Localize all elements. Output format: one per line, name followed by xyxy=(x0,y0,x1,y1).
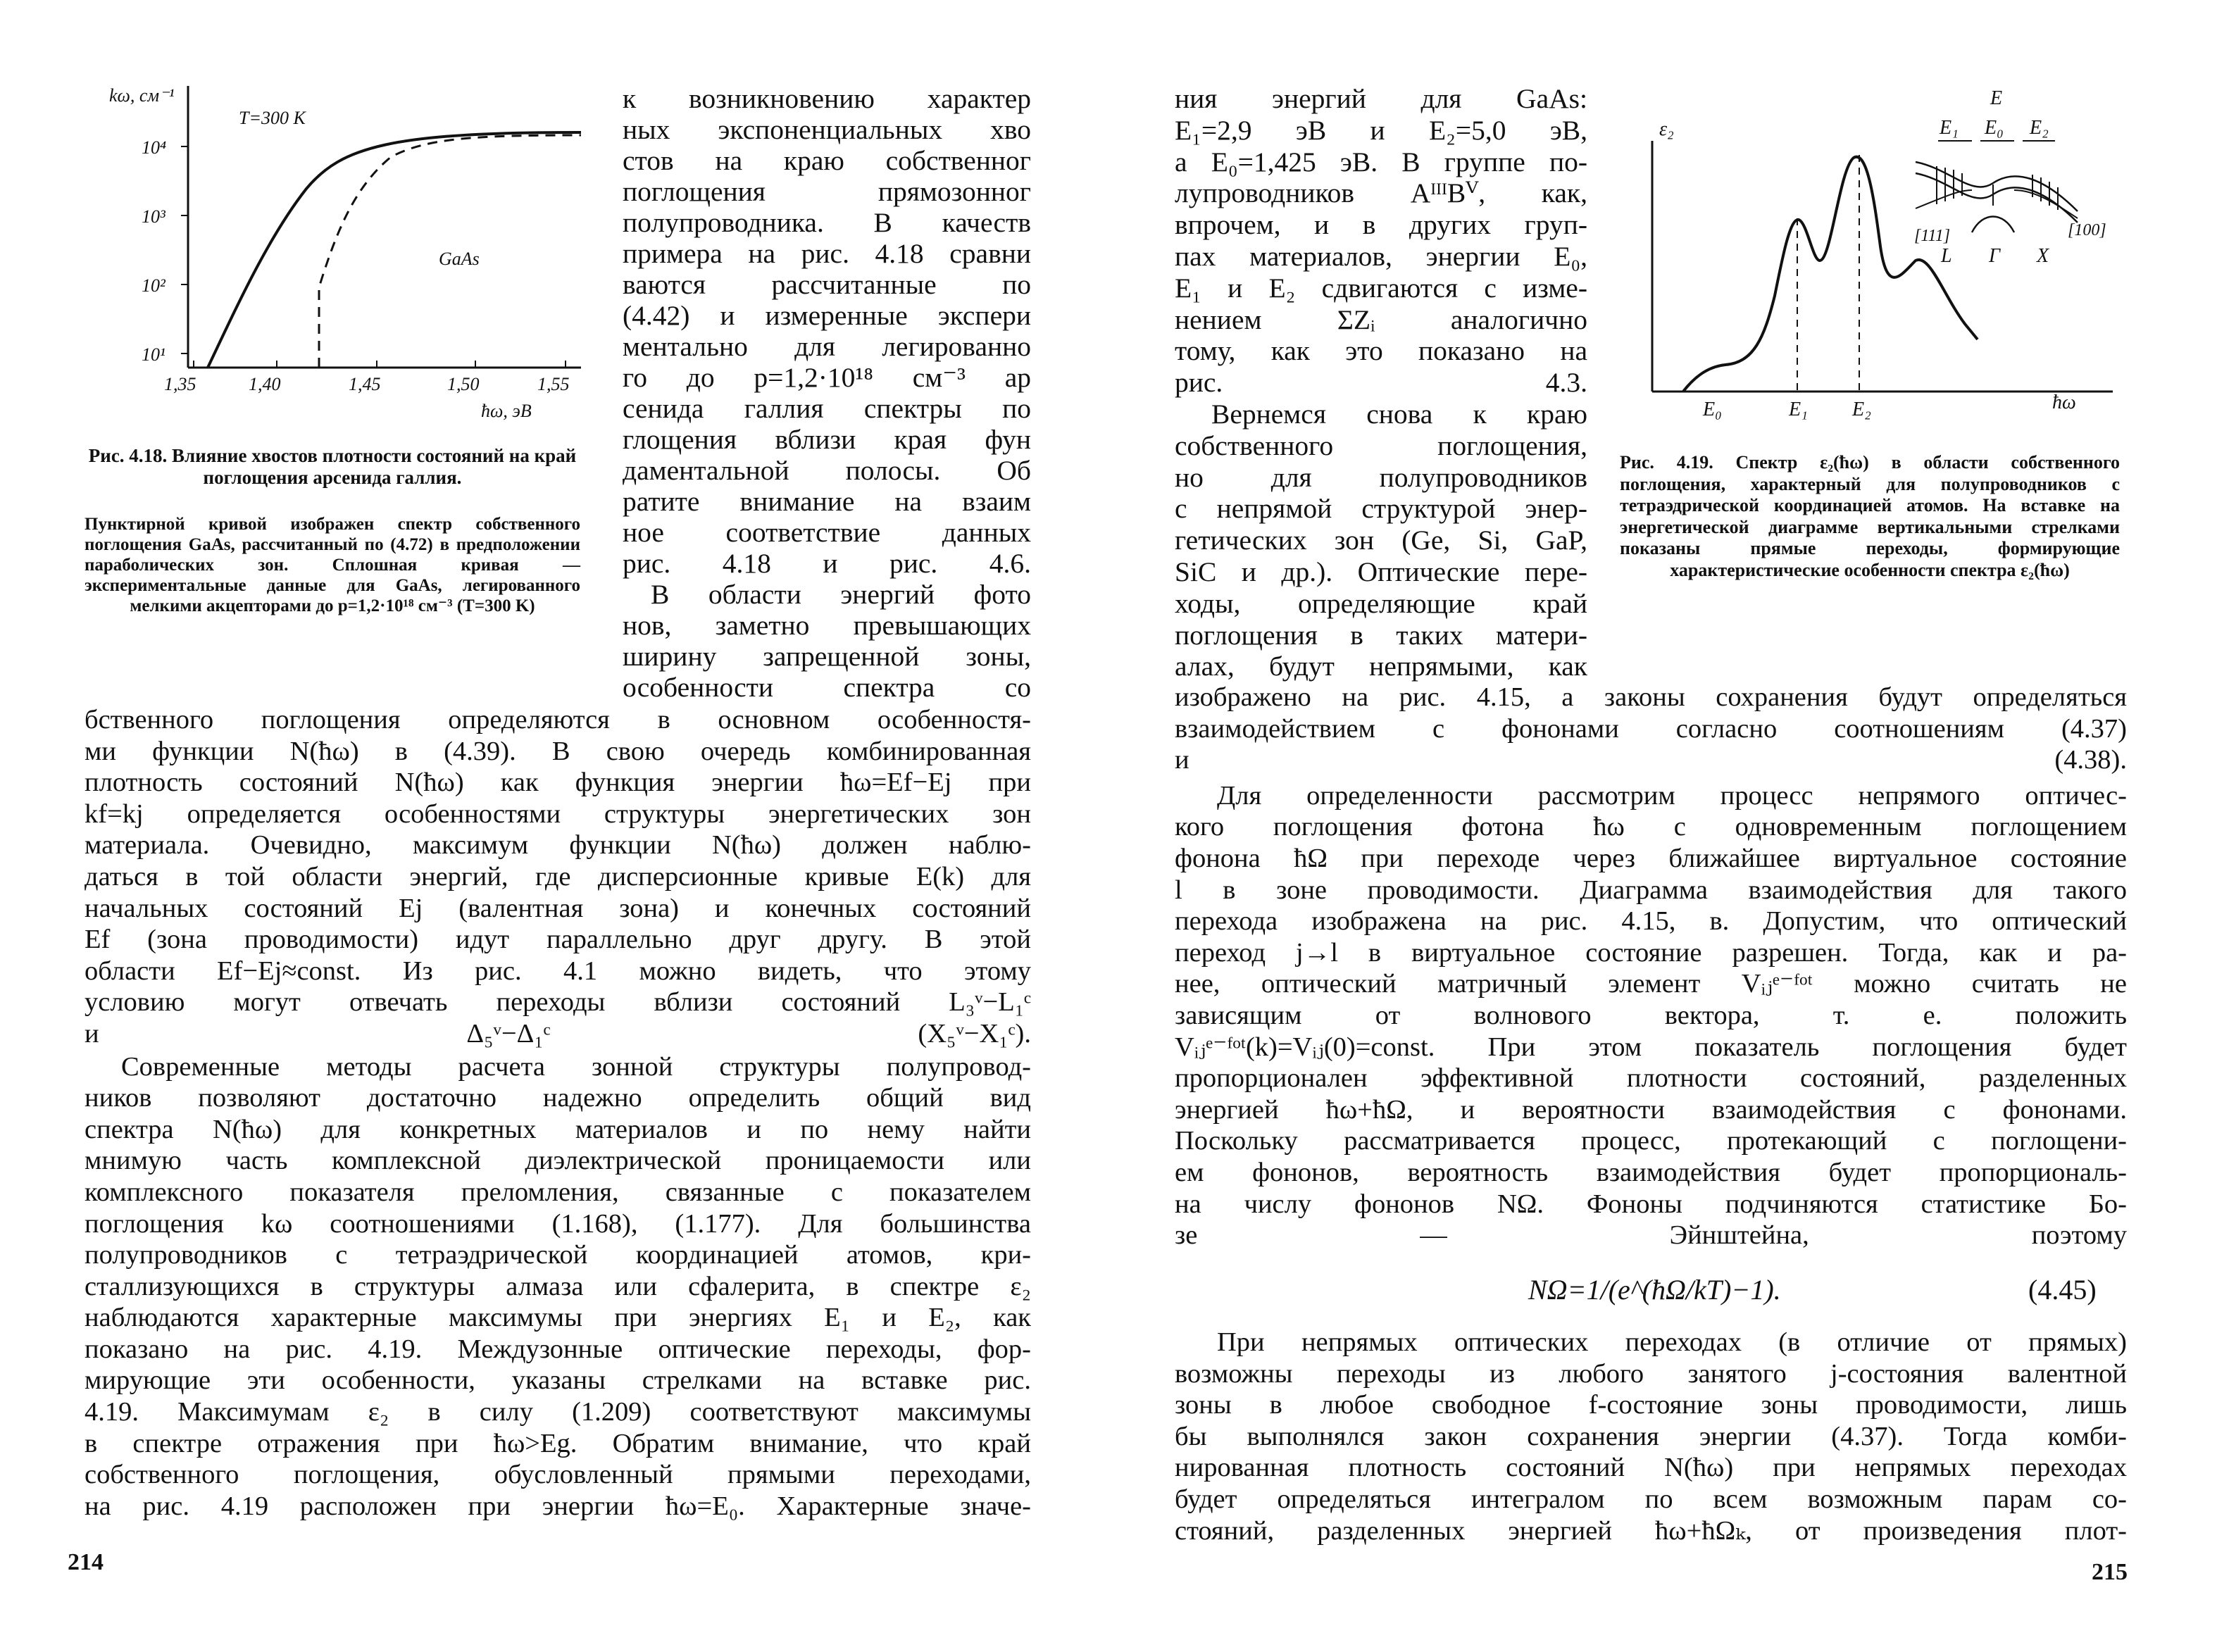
text-line: тому, как это показано на xyxy=(1175,335,1587,367)
text-line: ных экспоненциальных хво xyxy=(623,114,1031,145)
text-line: го до p=1,2·10¹⁸ см⁻³ ар xyxy=(623,362,1031,393)
text-line: E₁ и E₂ сдвигаются с изме- xyxy=(1175,272,1587,304)
text-line: комплексного показателя преломления, связанные с показателем xyxy=(85,1177,1031,1207)
text-line: поглощения в таких матери- xyxy=(1175,619,1587,651)
inset-point-label: L xyxy=(1941,245,1952,267)
text-line: Vᵢⱼᵉ⁻ᶠᵒᵗ(k)=Vᵢⱼ(0)=const. При этом показатель поглощения будет xyxy=(1175,1032,2127,1062)
equation-4-45: NΩ=1/(e^(ħΩ/kT)−1). xyxy=(1528,1274,1781,1306)
text-line: нированная плотность состояний N(ħω) при непрямых переходах xyxy=(1175,1453,2127,1483)
right-bottom-text xyxy=(1175,1327,2127,1546)
text-line: мнимую часть комплексной диэлектрической проницаемости или xyxy=(85,1146,1031,1176)
text-line: пропорционален эффективной плотности состояний, разделенных xyxy=(1175,1063,2127,1094)
text-line: нов, заметно превышающих xyxy=(623,610,1031,641)
text-line: зависящим от волнового вектора, т. е. положить xyxy=(1175,1000,2127,1030)
y-axis-label: kω, см⁻¹ xyxy=(109,85,175,106)
y-axis-label: ε₂ xyxy=(1659,118,1674,140)
text-line: kf=kj определяется особенностями структуры энергетических зон xyxy=(85,799,1031,829)
right-full-width-text xyxy=(1175,682,2127,1251)
figure-4-18-caption-body: Пунктирной кривой изображен спектр собственного поглощения GaAs, рассчитанный по (4.72) в предположении параболических зон. Сплошная кривая — экспериментальные данные для GaAs, легированного мелкими акцепторами до p=1,2·10¹⁸ см⁻³ (T=300 K) xyxy=(85,515,580,615)
text-line: условию могут отвечать переходы вблизи состояний L₃ᵛ−L₁ᶜ xyxy=(85,987,1031,1018)
right-narrow-column xyxy=(1175,83,1587,682)
x-tick-label: E₂ xyxy=(1852,399,1871,420)
y-tick-label: 10⁴ xyxy=(142,137,167,158)
paragraph xyxy=(85,704,1031,1050)
narrow-column-text xyxy=(1175,83,1587,682)
text-line: нением ΣZᵢ аналогично xyxy=(1175,304,1587,335)
left-full-width-text xyxy=(85,704,1031,1522)
text-line: рис. 4.3. xyxy=(1175,367,1587,399)
text-line: ем фононов, вероятность взаимодействия будет пропорциональ- xyxy=(1175,1157,2127,1187)
paragraph xyxy=(1175,682,2127,776)
text-line: зоны в любое свободное f-состояние зоны проводимости, лишь xyxy=(1175,1390,2127,1420)
inset-direction-label: [111] xyxy=(1914,227,1951,245)
paragraph xyxy=(1175,780,2127,1251)
text-line: показано на рис. 4.19. Междузонные оптические переходы, фор- xyxy=(85,1334,1031,1364)
text-line: материала. Очевидно, максимум функции N(ħω) должен наблю- xyxy=(85,830,1031,861)
text-line: При непрямых оптических переходах (в отличие от прямых) xyxy=(1217,1327,2127,1357)
text-line: кого поглощения фотона ħω с одновременным поглощением xyxy=(1175,812,2127,842)
inset-transition-label: E₀ xyxy=(1985,117,2004,139)
narrow-column-text xyxy=(623,83,1031,703)
text-line: но для полупроводников xyxy=(1175,461,1587,493)
text-line: и (4.38). xyxy=(1175,745,2127,775)
page-number-left: 214 xyxy=(68,1549,104,1575)
text-line: собственного поглощения, обусловленный прямыми переходами, xyxy=(85,1460,1031,1490)
text-line: В области энергий фото xyxy=(651,579,1031,610)
text-line: на числу фононов NΩ. Фононы подчиняются статистике Бо- xyxy=(1175,1189,2127,1219)
text-line: Поскольку рассматривается процесс, протекающий с поглощени- xyxy=(1175,1126,2127,1156)
x-tick-label: 1,35 xyxy=(164,374,196,394)
text-line: будет определяться интегралом по всем возможным парам со- xyxy=(1175,1484,2127,1514)
text-line: стов на краю собственног xyxy=(623,145,1031,176)
inset-transition-label: E₂ xyxy=(2030,117,2049,139)
text-line: полупроводников с тетраэдрической координацией атомов, кри- xyxy=(85,1240,1031,1270)
text-line: мирующие эти особенности, указаны стрелками на вставке рис. xyxy=(85,1365,1031,1396)
text-line: поглощения прямозонног xyxy=(623,176,1031,207)
figure-4-18 xyxy=(95,76,588,435)
text-line: возможны переходы из любого занятого j-состояния валентной xyxy=(1175,1358,2127,1389)
inset-direction-label: [100] xyxy=(2068,221,2106,239)
text-line: собственного поглощения, xyxy=(1175,430,1587,461)
text-line: SiC и др.). Оптические пере- xyxy=(1175,556,1587,587)
temperature-label: T=300 K xyxy=(239,108,306,128)
text-line: Для определенности рассмотрим процесс непрямого оптичес- xyxy=(1217,780,2127,811)
text-line: с непрямой структурой энер- xyxy=(1175,493,1587,525)
text-line: наблюдаются характерные максимумы при энергиях E₁ и E₂, как xyxy=(85,1303,1031,1333)
page-number-right: 215 xyxy=(2092,1559,2128,1585)
text-line: бы выполнялся закон сохранения энергии (4.37). Тогда комби- xyxy=(1175,1421,2127,1451)
material-label: GaAs xyxy=(439,249,480,269)
x-tick-label: E₀ xyxy=(1703,399,1722,420)
text-line: глощения вблизи края фун xyxy=(623,424,1031,455)
text-line: особенности спектра со xyxy=(623,672,1031,703)
x-tick-label: 1,45 xyxy=(349,374,381,394)
text-line: плотность состояний N(ħω) как функция энергии ħω=Ef−Ej при xyxy=(85,768,1031,798)
inset-point-label: Г xyxy=(1989,245,2000,267)
text-line: энергией ħω+ħΩ, и вероятности взаимодействия с фононами. xyxy=(1175,1094,2127,1125)
figure-4-19-caption: Рис. 4.19. Спектр ε₂(ħω) в области собственного поглощения, характерный для полупроводников с тетраэдрической координацией атомов. На вставке на энергетической диаграмме вертикальными стрелками показаны прямые переходы, формирующие характеристические особенности спектра ε₂(ħω) xyxy=(1620,452,2120,580)
x-axis-label: ħω, эВ xyxy=(481,401,532,421)
text-line: 4.19. Максимумам ε₂ в силу (1.209) соответствуют максимумы xyxy=(85,1397,1031,1427)
y-tick-label: 10² xyxy=(142,275,166,296)
x-tick-label: 1,55 xyxy=(537,374,570,394)
experimental-curve xyxy=(208,132,581,368)
x-tick-label: E₁ xyxy=(1789,399,1808,420)
text-line: зе — Эйнштейна, поэтому xyxy=(1175,1220,2127,1251)
text-line: ное соответствие данных xyxy=(623,517,1031,548)
text-line: ширину запрещенной зоны, xyxy=(623,641,1031,672)
inset-point-label: X xyxy=(2037,245,2049,267)
equation-number: (4.45) xyxy=(2028,1274,2097,1306)
text-line: примера на рис. 4.18 сравни xyxy=(623,238,1031,269)
paragraph xyxy=(85,1051,1031,1522)
text-line: изображено на рис. 4.15, а законы сохранения будут определяться xyxy=(1175,682,2127,712)
text-line: и Δ₅ᵛ−Δ₁ᶜ (X₅ᵛ−X₁ᶜ). xyxy=(85,1018,1031,1049)
text-line: на рис. 4.19 расположен при энергии ħω=E₀. Характерные значе- xyxy=(85,1491,1031,1521)
text-line: пах материалов, энергии E₀, xyxy=(1175,240,1587,272)
text-line: E₁=2,9 эВ и E₂=5,0 эВ, xyxy=(1175,114,1587,146)
text-line: ми функции N(ħω) в (4.39). В свою очередь комбинированная xyxy=(85,736,1031,766)
text-line: ратите внимание на взаим xyxy=(623,486,1031,517)
text-line: Вернемся снова к краю xyxy=(1211,398,1587,430)
text-line: l в зоне проводимости. Диаграмма взаимодействия для такого xyxy=(1175,875,2127,905)
left-narrow-column xyxy=(623,83,1031,703)
text-line: переход j→l в виртуальное состояние разрешен. Тогда, как и ра- xyxy=(1175,937,2127,968)
text-line: ния энергий для GaAs: xyxy=(1175,83,1587,114)
text-line: взаимодействием с фононами согласно соотношениям (4.37) xyxy=(1175,713,2127,744)
text-line: стояний, разделенных энергией ħω+ħΩₖ, от произведения плот- xyxy=(1175,1515,2127,1546)
text-line: гетических зон (Ge, Si, GaP, xyxy=(1175,525,1587,556)
text-line: даментальной полосы. Об xyxy=(623,455,1031,486)
text-line: фонона ħΩ при переходе через ближайшее виртуальное состояние xyxy=(1175,843,2127,873)
text-line: начальных состояний Ej (валентная зона) и конечных состояний xyxy=(85,893,1031,923)
paragraph xyxy=(1175,1327,2127,1546)
text-line: ментально для легированно xyxy=(623,331,1031,362)
text-line: ходы, определяющие край xyxy=(1175,587,1587,619)
text-line: сенида галлия спектры по xyxy=(623,393,1031,424)
text-line: сталлизующихся в структуры алмаза или сфалерита, в спектре ε₂ xyxy=(85,1271,1031,1301)
text-line: лупроводников AᴵᴵᴵBⱽ, как, xyxy=(1175,177,1587,209)
text-line: в спектре отражения при ħω>Eg. Обратим внимание, что край xyxy=(85,1428,1031,1458)
epsilon2-spectrum-curve xyxy=(1683,157,1978,392)
y-tick-label: 10³ xyxy=(142,206,166,227)
text-line: поглощения kω соотношениями (1.168), (1.177). Для большинства xyxy=(85,1208,1031,1239)
figure-4-19 xyxy=(1620,85,2127,430)
text-line: впрочем, и в других груп- xyxy=(1175,209,1587,241)
text-line: (4.42) и измеренные экспери xyxy=(623,300,1031,331)
text-line: алах, будут непрямыми, как xyxy=(1175,651,1587,682)
text-line: полупроводника. В качеств xyxy=(623,207,1031,238)
text-line: рис. 4.18 и рис. 4.6. xyxy=(623,548,1031,579)
text-line: бственного поглощения определяются в основном особенностя- xyxy=(85,705,1031,734)
x-tick-label: 1,40 xyxy=(249,374,281,394)
text-line: перехода изображена на рис. 4.15, в. Допустим, что оптический xyxy=(1175,906,2127,937)
text-line: даться в той области энергий, где дисперсионные кривые E(k) для xyxy=(85,861,1031,891)
inset-energy-label: E xyxy=(1990,87,2003,109)
text-line: ваются рассчитанные по xyxy=(623,269,1031,300)
text-line: спектра N(ħω) для конкретных материалов и по нему найти xyxy=(85,1114,1031,1144)
text-line: области Ef−Ej≈const. Из рис. 4.1 можно видеть, что этому xyxy=(85,956,1031,986)
text-line: нее, оптический матричный элемент Vᵢⱼᵉ⁻ᶠᵒᵗ можно считать не xyxy=(1175,969,2127,999)
inset-transition-label: E₁ xyxy=(1940,117,1959,139)
text-line: а E₀=1,425 эВ. В группе по- xyxy=(1175,146,1587,177)
x-axis-label: ħω xyxy=(2052,392,2076,413)
text-line: Современные методы расчета зонной структуры полупровод- xyxy=(121,1051,1031,1082)
text-line: к возникновению характер xyxy=(623,83,1031,114)
y-tick-label: 10¹ xyxy=(142,344,166,365)
text-line: Ef (зона проводимости) идут параллельно друг другу. В этой xyxy=(85,925,1031,955)
x-tick-label: 1,50 xyxy=(447,374,480,394)
text-line: ников позволяют достаточно надежно определить общий вид xyxy=(85,1083,1031,1113)
figure-4-18-caption-title: Рис. 4.18. Влияние хвостов плотности состояний на край поглощения арсенида галлия. xyxy=(88,445,577,488)
